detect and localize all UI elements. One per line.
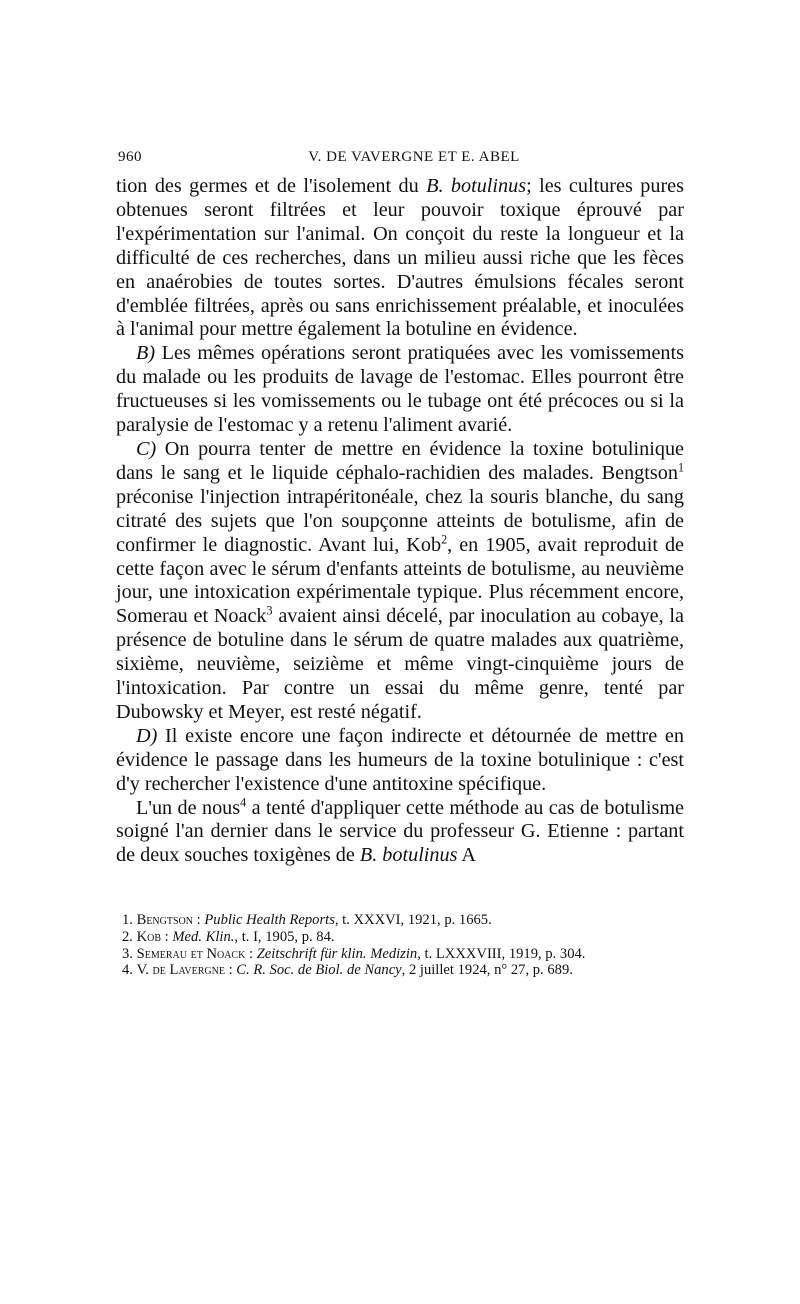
page-number: 960 <box>118 149 142 165</box>
footnote-ref: 3 <box>266 603 273 618</box>
footnote-source: Med. Klin. <box>172 928 235 945</box>
paragraph-d: D) Il existe encore une façon indirecte et détournée de mettre en évidence le passage dans les humeurs de la toxine botulinique : c'est d'y rechercher l'existence d'une antitoxine spécifique. <box>116 724 684 795</box>
running-head: V. DE VAVERGNE ET E. ABEL <box>308 149 520 165</box>
footnotes <box>116 912 684 979</box>
footnote-source: C. R. Soc. de Biol. de Nancy <box>236 962 402 979</box>
footnote: 4. V. de Lavergne : C. R. Soc. de Biol. de Nancy, 2 juillet 1924, n° 27, p. 689. <box>122 962 573 979</box>
footnote-source: Public Health Reports <box>204 912 335 929</box>
footnote-ref: 1 <box>677 460 684 475</box>
footnote-source: Zeitschrift für klin. Medizin <box>256 945 418 962</box>
footnote-ref: 2 <box>441 531 448 546</box>
footnote: 2. Kob : Med. Klin., t. I, 1905, p. 84. <box>122 928 335 945</box>
paragraph-final: L'un de nous$^4$ a tenté d'appliquer cette méthode au cas de botulisme soigné l'an dernier dans le service du professeur G. Etienne : partant de deux souches toxigènes de B. botulinus A <box>116 794 684 867</box>
footnote-author: Semerau et Noack <box>136 945 246 962</box>
footnote-ref: 4 <box>240 794 247 809</box>
paragraph-c: C) On pourra tenter de mettre en évidence la toxine botulinique dans le sang et le liquide céphalo-rachidien des malades. Bengtson$^1$ préconise l'injection intrapéritonéale, chez la souris blanche, du sang citraté des sujets que l'on soupçonne atteints de botulisme, afin de confirmer le diagnostic. Avant lui, Kob$^2$, en 1905, avait reproduit de cette façon avec le sérum d'enfants atteints de botulisme, au neuvième jour, une intoxication expérimentale typique. Plus récemment encore, Somerau et Noack$^3$ avaient ainsi décelé, par inoculation au cobaye, la présence de botuline dans le sérum de quatre malades aux quatrième, sixième, neuvième, seizième et même vingt-cinquième jours de l'intoxication. Par contre un essai du même genre, tenté par Dubowsky et Meyer, est resté négatif. <box>116 437 684 723</box>
footnote-author: V. de Lavergne <box>136 962 225 979</box>
paragraph-continuation: tion des germes et de l'isolement du B. botulinus; les cultures pures obtenues seront filtrées et leur pouvoir toxique éprouvé par l'expérimentation sur l'animal. On conçoit du reste la longueur et la difficulté de ces recherches, dans un milieu aussi riche que les fèces en anaérobies de toutes sortes. D'autres émulsions fécales seront d'emblée filtrées, après ou sans enrichissement préalable, et inoculées à l'animal pour mettre également la botuline en évidence. <box>116 175 684 341</box>
body-text <box>116 175 684 868</box>
species-name: B. botulinus <box>359 844 458 867</box>
species-name: B. botulinus <box>426 175 527 197</box>
page-header <box>116 145 684 175</box>
footnote-author: Kob <box>136 928 162 945</box>
section-letter: D) <box>136 724 158 747</box>
footnote: 1. Bengtson : Public Health Reports, t. XXXVI, 1921, p. 1665. <box>122 912 492 929</box>
section-letter: B) <box>136 342 156 365</box>
footnote: 3. Semerau et Noack : Zeitschrift für klin. Medizin, t. LXXXVIII, 1919, p. 304. <box>122 945 586 962</box>
section-letter: C) <box>136 437 157 460</box>
paragraph-b: B) Les mêmes opérations seront pratiquées avec les vomissements du malade ou les produits de lavage de l'estomac. Elles pourront être fructueuses si les vomissements ou le tubage ont été précoces ou si la paralysie de l'estomac y a retenu l'aliment avarié. <box>116 342 684 437</box>
book-page <box>116 145 684 979</box>
footnote-author: Bengtson <box>136 912 193 929</box>
